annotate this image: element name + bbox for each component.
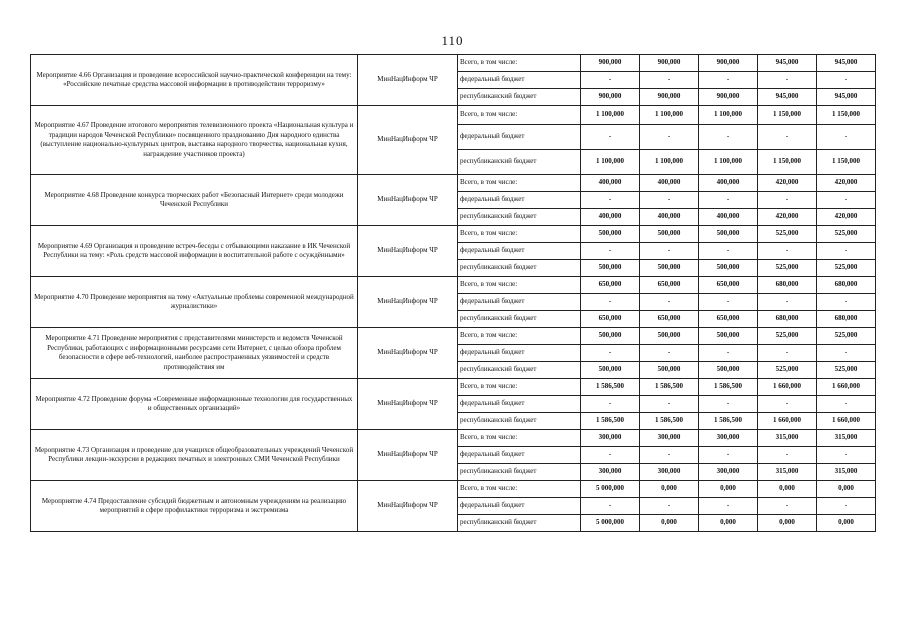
funding-value-cell: -	[581, 498, 640, 515]
funding-value-cell: 500,000	[581, 328, 640, 345]
funding-value-cell: 420,000	[817, 209, 876, 226]
funding-value-cell: 315,000	[817, 464, 876, 481]
funding-value-cell: -	[758, 396, 817, 413]
funding-value-cell: 1 586,500	[581, 413, 640, 430]
responsible-executor: МинНацИнформ ЧР	[358, 481, 458, 532]
funding-value-cell: 500,000	[581, 226, 640, 243]
funding-value-cell: -	[758, 498, 817, 515]
funding-value-cell: 300,000	[581, 430, 640, 447]
funding-value-cell: 1 100,000	[699, 106, 758, 125]
funding-source-label: республиканский бюджет	[458, 150, 581, 175]
measure-description: Мероприятие 4.69 Организация и проведение встреч-беседы с отбывающими наказание в ИК Чеченской Республики на тему: «Роль средств массовой информации в воспитательной работе с осуждёнными»	[31, 226, 358, 277]
funding-source-label: Всего, в том числе:	[458, 226, 581, 243]
responsible-executor: МинНацИнформ ЧР	[358, 430, 458, 481]
funding-value-cell: -	[581, 396, 640, 413]
funding-value-cell: 1 100,000	[581, 150, 640, 175]
funding-value-cell: 650,000	[581, 277, 640, 294]
funding-value-cell: 650,000	[640, 277, 699, 294]
funding-value-cell: -	[581, 447, 640, 464]
funding-value-cell: 1 100,000	[640, 150, 699, 175]
funding-value-cell: -	[640, 345, 699, 362]
funding-source-label: федеральный бюджет	[458, 294, 581, 311]
funding-value-cell: 1 150,000	[817, 150, 876, 175]
funding-source-label: Всего, в том числе:	[458, 175, 581, 192]
funding-value-cell: -	[758, 72, 817, 89]
responsible-executor: МинНацИнформ ЧР	[358, 226, 458, 277]
funding-value-cell: 315,000	[758, 430, 817, 447]
funding-value-cell: 525,000	[758, 328, 817, 345]
measure-description: Мероприятие 4.66 Организация и проведение всероссийской научно-практической конференции на тему: «Российские печатные средства массовой информации в противодействии терроризму»	[31, 55, 358, 106]
funding-value-cell: 525,000	[758, 226, 817, 243]
funding-value-cell: 680,000	[758, 311, 817, 328]
funding-value-cell: 420,000	[817, 175, 876, 192]
table-row	[31, 106, 876, 125]
funding-source-label: федеральный бюджет	[458, 72, 581, 89]
funding-value-cell: 1 150,000	[817, 106, 876, 125]
funding-value-cell: 525,000	[817, 260, 876, 277]
funding-value-cell: 0,000	[699, 481, 758, 498]
funding-value-cell: -	[758, 243, 817, 260]
funding-value-cell: -	[699, 294, 758, 311]
funding-value-cell: -	[817, 72, 876, 89]
funding-source-label: федеральный бюджет	[458, 396, 581, 413]
funding-value-cell: 945,000	[817, 55, 876, 72]
funding-value-cell: -	[640, 192, 699, 209]
funding-value-cell: 400,000	[640, 175, 699, 192]
funding-value-cell: 300,000	[640, 464, 699, 481]
table-row	[31, 55, 876, 72]
funding-source-label: федеральный бюджет	[458, 192, 581, 209]
page-number: 110	[441, 33, 464, 48]
funding-value-cell: -	[758, 447, 817, 464]
funding-value-cell: 900,000	[640, 89, 699, 106]
funding-value-cell: -	[817, 345, 876, 362]
funding-value-cell: 315,000	[758, 464, 817, 481]
funding-value-cell: -	[640, 396, 699, 413]
funding-value-cell: 315,000	[817, 430, 876, 447]
funding-value-cell: 680,000	[817, 277, 876, 294]
funding-value-cell: 400,000	[581, 175, 640, 192]
funding-source-label: республиканский бюджет	[458, 515, 581, 532]
funding-value-cell: 1 586,500	[640, 379, 699, 396]
funding-value-cell: -	[758, 294, 817, 311]
measure-description: Мероприятие 4.73 Организация и проведение для учащихся общеобразовательных учреждений Чеченской Республики лекции-экскурсии в редакциях печатных и электронных СМИ Чеченской Республики	[31, 430, 358, 481]
funding-value-cell: 680,000	[758, 277, 817, 294]
program-measures-table	[30, 54, 876, 532]
funding-value-cell: 650,000	[640, 311, 699, 328]
funding-value-cell: 650,000	[581, 311, 640, 328]
funding-source-label: республиканский бюджет	[458, 209, 581, 226]
funding-value-cell: -	[817, 243, 876, 260]
funding-value-cell: 1 660,000	[758, 413, 817, 430]
funding-value-cell: -	[640, 243, 699, 260]
funding-value-cell: -	[758, 345, 817, 362]
funding-value-cell: -	[817, 192, 876, 209]
responsible-executor: МинНацИнформ ЧР	[358, 106, 458, 175]
measure-description: Мероприятие 4.70 Проведение мероприятия на тему «Актуальные проблемы современной международной журналистики»	[31, 277, 358, 328]
funding-value-cell: -	[699, 192, 758, 209]
funding-source-label: федеральный бюджет	[458, 498, 581, 515]
funding-value-cell: 525,000	[817, 226, 876, 243]
funding-value-cell: 400,000	[581, 209, 640, 226]
funding-value-cell: 300,000	[699, 464, 758, 481]
funding-value-cell: 0,000	[817, 515, 876, 532]
funding-value-cell: 945,000	[758, 55, 817, 72]
funding-value-cell: 0,000	[640, 481, 699, 498]
funding-value-cell: -	[640, 72, 699, 89]
funding-value-cell: 1 660,000	[817, 379, 876, 396]
funding-value-cell: 1 586,500	[699, 379, 758, 396]
funding-source-label: Всего, в том числе:	[458, 55, 581, 72]
measure-description: Мероприятие 4.74 Предоставление субсидий бюджетным и автономным учреждениям на реализацию мероприятий в сфере профилактики терроризма и экстремизма	[31, 481, 358, 532]
funding-value-cell: 5 000,000	[581, 515, 640, 532]
funding-value-cell: 900,000	[699, 89, 758, 106]
funding-source-label: республиканский бюджет	[458, 89, 581, 106]
funding-value-cell: -	[758, 192, 817, 209]
funding-source-label: республиканский бюджет	[458, 260, 581, 277]
funding-source-label: Всего, в том числе:	[458, 277, 581, 294]
responsible-executor: МинНацИнформ ЧР	[358, 55, 458, 106]
funding-value-cell: -	[581, 192, 640, 209]
funding-value-cell: 420,000	[758, 209, 817, 226]
funding-value-cell: 650,000	[699, 277, 758, 294]
funding-value-cell: 1 150,000	[758, 150, 817, 175]
funding-value-cell: 300,000	[640, 430, 699, 447]
funding-value-cell: 1 100,000	[581, 106, 640, 125]
funding-value-cell: 400,000	[699, 209, 758, 226]
funding-value-cell: 900,000	[581, 89, 640, 106]
funding-value-cell: 500,000	[699, 328, 758, 345]
funding-value-cell: 1 100,000	[640, 106, 699, 125]
responsible-executor: МинНацИнформ ЧР	[358, 379, 458, 430]
funding-value-cell: 1 586,500	[640, 413, 699, 430]
responsible-executor: МинНацИнформ ЧР	[358, 277, 458, 328]
measure-description: Мероприятие 4.67 Проведение итогового мероприятия телевизионного проекта «Национальная культура и традиции народов Чеченской Республики» посвященного празднованию Дня народного единства (выступление национально-культурных центров, выставка народного творчества, национальная кухня, награждение участников проекта)	[31, 106, 358, 175]
funding-source-label: федеральный бюджет	[458, 125, 581, 150]
funding-value-cell: -	[581, 294, 640, 311]
responsible-executor: МинНацИнформ ЧР	[358, 175, 458, 226]
funding-value-cell: -	[581, 243, 640, 260]
funding-source-label: Всего, в том числе:	[458, 328, 581, 345]
funding-value-cell: 500,000	[581, 260, 640, 277]
funding-value-cell: 420,000	[758, 175, 817, 192]
funding-value-cell: -	[699, 72, 758, 89]
funding-value-cell: 680,000	[817, 311, 876, 328]
funding-value-cell: -	[640, 294, 699, 311]
funding-source-label: республиканский бюджет	[458, 464, 581, 481]
funding-source-label: федеральный бюджет	[458, 345, 581, 362]
table-row	[31, 481, 876, 498]
funding-value-cell: -	[817, 125, 876, 150]
funding-value-cell: 900,000	[699, 55, 758, 72]
funding-source-label: федеральный бюджет	[458, 447, 581, 464]
funding-value-cell: -	[699, 345, 758, 362]
funding-source-label: Всего, в том числе:	[458, 481, 581, 498]
funding-value-cell: -	[817, 294, 876, 311]
funding-value-cell: 500,000	[640, 226, 699, 243]
funding-value-cell: 0,000	[640, 515, 699, 532]
funding-source-label: Всего, в том числе:	[458, 106, 581, 125]
funding-source-label: республиканский бюджет	[458, 413, 581, 430]
table-row	[31, 175, 876, 192]
funding-value-cell: -	[817, 498, 876, 515]
funding-value-cell: -	[817, 396, 876, 413]
measure-description: Мероприятие 4.68 Проведение конкурса творческих работ «Безопасный Интернет» среди молодежи Чеченской Республики	[31, 175, 358, 226]
funding-value-cell: 1 586,500	[699, 413, 758, 430]
table-row	[31, 328, 876, 345]
funding-value-cell: 0,000	[758, 481, 817, 498]
funding-source-label: Всего, в том числе:	[458, 430, 581, 447]
funding-value-cell: 300,000	[699, 430, 758, 447]
funding-value-cell: 500,000	[581, 362, 640, 379]
table-row	[31, 379, 876, 396]
table-row	[31, 430, 876, 447]
funding-value-cell: 525,000	[758, 362, 817, 379]
funding-value-cell: 525,000	[817, 362, 876, 379]
funding-value-cell: -	[581, 72, 640, 89]
funding-value-cell: -	[758, 125, 817, 150]
funding-value-cell: 400,000	[640, 209, 699, 226]
funding-value-cell: 900,000	[581, 55, 640, 72]
funding-value-cell: 525,000	[817, 328, 876, 345]
funding-value-cell: 1 586,500	[581, 379, 640, 396]
funding-value-cell: 500,000	[699, 226, 758, 243]
funding-value-cell: 525,000	[758, 260, 817, 277]
funding-value-cell: 945,000	[817, 89, 876, 106]
funding-value-cell: 5 000,000	[581, 481, 640, 498]
funding-value-cell: -	[640, 125, 699, 150]
table-row	[31, 226, 876, 243]
funding-value-cell: -	[581, 345, 640, 362]
funding-value-cell: 0,000	[817, 481, 876, 498]
funding-value-cell: 500,000	[699, 362, 758, 379]
funding-value-cell: 1 150,000	[758, 106, 817, 125]
funding-source-label: Всего, в том числе:	[458, 379, 581, 396]
funding-source-label: республиканский бюджет	[458, 311, 581, 328]
funding-value-cell: -	[817, 447, 876, 464]
measure-description: Мероприятие 4.72 Проведение форума «Современные информационные технологии для государственных и общественных организаций»	[31, 379, 358, 430]
funding-value-cell: -	[581, 125, 640, 150]
funding-value-cell: 650,000	[699, 311, 758, 328]
funding-value-cell: -	[699, 125, 758, 150]
measure-description: Мероприятие 4.71 Проведение мероприятия с представителями министерств и ведомств Чеченской Республики, работающих с информационными ресурсами сети Интернет, с целью обзора проблем безопасности в сфере веб-технологий, наиболее распространенных уязвимостей и средств противодействия им	[31, 328, 358, 379]
funding-value-cell: -	[699, 447, 758, 464]
funding-source-label: федеральный бюджет	[458, 243, 581, 260]
funding-value-cell: 500,000	[640, 328, 699, 345]
funding-value-cell: 0,000	[699, 515, 758, 532]
funding-value-cell: 300,000	[581, 464, 640, 481]
responsible-executor: МинНацИнформ ЧР	[358, 328, 458, 379]
funding-value-cell: 500,000	[640, 260, 699, 277]
funding-value-cell: 500,000	[640, 362, 699, 379]
funding-value-cell: -	[699, 498, 758, 515]
funding-value-cell: 1 100,000	[699, 150, 758, 175]
funding-value-cell: 500,000	[699, 260, 758, 277]
funding-value-cell: 1 660,000	[817, 413, 876, 430]
table-body	[31, 55, 876, 532]
funding-source-label: республиканский бюджет	[458, 362, 581, 379]
funding-value-cell: 400,000	[699, 175, 758, 192]
funding-value-cell: -	[699, 396, 758, 413]
funding-value-cell: 945,000	[758, 89, 817, 106]
funding-value-cell: 1 660,000	[758, 379, 817, 396]
table-row	[31, 277, 876, 294]
funding-value-cell: -	[640, 498, 699, 515]
funding-value-cell: -	[699, 243, 758, 260]
funding-value-cell: 900,000	[640, 55, 699, 72]
funding-value-cell: -	[640, 447, 699, 464]
funding-value-cell: 0,000	[758, 515, 817, 532]
